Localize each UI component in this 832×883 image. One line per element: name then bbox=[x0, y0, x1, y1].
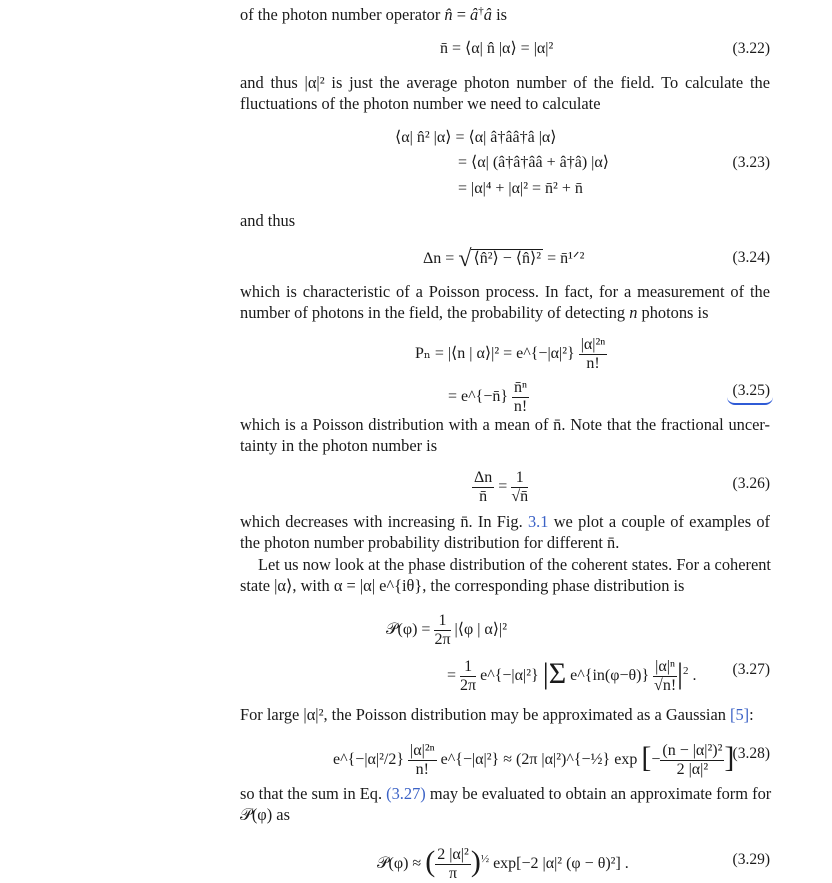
eq-number-3-27: (3.27) bbox=[732, 661, 770, 678]
eq-inner: e^{in(φ−θ)} bbox=[570, 667, 650, 685]
equation-3-28: e^{−|α|²/2} $\frac{\text{|α|²ⁿ}}{n!}$ e^{−|α|²} ≈ (2π |α|²)^{−½} exp [− $\frac{\text{(n − |α|²)²}}{\text{2 |α|²}}$ ] bbox=[333, 741, 735, 778]
fraction: $\frac{\text{2 |α|²}}{\pi}$ bbox=[437, 846, 469, 882]
eq-lhs: Pₙ = |⟨n | α⟩|² = e^{−|α|²} bbox=[415, 345, 575, 363]
text-line-1: of the photon number operator n̂ = â†â is bbox=[240, 5, 507, 24]
eq-mid: e^{−|α|²} ≈ (2π |α|²)^{−½} exp bbox=[440, 751, 638, 769]
equation-3-23-line-1: ⟨α| n̂² |α⟩ = ⟨α| â†ââ†â |α⟩ bbox=[395, 129, 557, 146]
equation-3-25-line-2 bbox=[448, 379, 529, 416]
eq-number-3-26: (3.26) bbox=[732, 475, 770, 492]
figure-link[interactable]: 3.1 bbox=[527, 512, 549, 531]
eq-number-3-22: (3.22) bbox=[732, 40, 770, 57]
equation-3-26: $\frac{\Delta n}{n̄}$ = $\frac{1}{√n̄}$ bbox=[474, 469, 529, 505]
text-span: : bbox=[749, 705, 754, 724]
eq-number-3-28: (3.28) bbox=[732, 745, 770, 762]
equation-3-23-line-3: = |α|⁴ + |α|² = n̄² + n̄ bbox=[458, 180, 583, 197]
eq-radicand: ⟨n̂²⟩ − ⟨n̂⟩² bbox=[473, 250, 542, 267]
equation-3-25-line-1 bbox=[415, 336, 607, 373]
eq-rhs: = n̄¹ᐟ² bbox=[547, 250, 585, 267]
fraction-rhs: $\frac{1}{√n̄}$ bbox=[511, 469, 529, 505]
fraction-lhs: $\frac{\Delta n}{n̄}$ bbox=[474, 469, 493, 505]
equation-3-23-line-2: = ⟨α| (â†â†ââ + â†â) |α⟩ bbox=[458, 154, 609, 171]
fraction: $\frac{1}{2\pi}$ bbox=[434, 612, 451, 648]
text-span: number of photons in the field, the probability of detecting bbox=[240, 303, 626, 322]
text-span: For large |α|², the Poisson distribution may be approximated as a Gaussian bbox=[240, 705, 726, 724]
equation-3-29: 𝒫(φ) ≈ ( $\frac{\text{2 |α|²}}{\pi}$ )$^{\frac{1}{2}}$ exp[−2 |α|² (φ − θ)²] . bbox=[377, 845, 629, 882]
text-span: photons is bbox=[641, 303, 709, 322]
eq-number-3-25: (3.25) bbox=[732, 382, 770, 399]
equation-3-27-line-1 bbox=[386, 612, 507, 649]
text-line-11: Let us now look at the phase distribution of the coherent states. For a coherent bbox=[258, 555, 771, 574]
sum-symbol: Σ bbox=[548, 657, 567, 691]
fraction: $\frac{\text{n̄ⁿ}}{n!}$ bbox=[513, 379, 528, 415]
variable-n: n bbox=[629, 303, 638, 322]
text-line-7: which is a Poisson distribution with a mean of n̄. Note that the fractional uncer- bbox=[240, 415, 770, 434]
text-span: we plot a couple of examples of bbox=[553, 512, 770, 531]
equation-link[interactable]: (3.27) bbox=[386, 784, 426, 803]
equation-3-24: Δn = √ ⟨n̂²⟩ − ⟨n̂⟩² = n̄¹ᐟ² bbox=[423, 246, 585, 272]
fraction: $\frac{1}{2\pi}$ bbox=[460, 658, 477, 694]
fraction: $\frac{\text{(n − |α|²)²}}{\text{2 |α|²}}$ bbox=[662, 742, 723, 778]
text-line-4: and thus bbox=[240, 211, 296, 230]
text-line-2: and thus |α|² is just the average photon number of the field. To calculate the bbox=[240, 73, 770, 92]
text-line-5: which is characteristic of a Poisson process. In fact, for a measurement of the bbox=[240, 282, 770, 301]
eq-number-3-29: (3.29) bbox=[732, 851, 770, 868]
equation-3-27-line-2: = $\frac{1}{2\pi}$ e^{−|α|²} |Σ e^{in(φ−θ)} $\frac{\text{|α|ⁿ}}{√n!}$ $|^2$ . bbox=[447, 657, 697, 694]
text-span: which decreases with increasing n̄. In Fig. bbox=[240, 512, 523, 531]
equation-3-22: n̄ = ⟨α| n̂ |α⟩ = |α|² bbox=[440, 40, 554, 57]
eq-lhs: = e^{−n̄} bbox=[448, 388, 509, 406]
eq-lhs: Δn = bbox=[423, 250, 455, 267]
text-line-12: state |α⟩, with α = |α| e^{iθ}, the corresponding phase distribution is bbox=[240, 576, 685, 595]
text-span: is bbox=[496, 5, 507, 24]
fraction: $\frac{\text{|α|²ⁿ}}{n!}$ bbox=[410, 742, 435, 778]
fraction: $\frac{\text{|α|ⁿ}}{√n!}$ bbox=[654, 658, 677, 694]
text-line-6 bbox=[240, 303, 770, 323]
eq-lhs: 𝒫(φ) ≈ bbox=[377, 855, 422, 873]
eq-rhs: |⟨φ | α⟩|² bbox=[454, 621, 508, 639]
text-line-9 bbox=[240, 512, 770, 532]
text-line-13 bbox=[240, 705, 770, 725]
text-span: so that the sum in Eq. bbox=[240, 784, 383, 803]
eq-exp: e^{−|α|²} bbox=[480, 667, 539, 685]
text-span: of the photon number operator bbox=[240, 5, 441, 24]
text-line-8: tainty in the photon number is bbox=[240, 436, 438, 455]
eq-lhs: e^{−|α|²/2} bbox=[333, 751, 405, 769]
hand-underline-mark bbox=[727, 397, 773, 405]
eq-number-3-23: (3.23) bbox=[732, 154, 770, 171]
text-line-14 bbox=[240, 784, 770, 804]
eq-lhs: 𝒫(φ) = bbox=[386, 621, 431, 639]
text-line-3: fluctuations of the photon number we need to calculate bbox=[240, 94, 601, 113]
text-span: may be evaluated to obtain an approximate form for bbox=[429, 784, 772, 803]
text-line-10: the photon number probability distribution for different n̄. bbox=[240, 533, 620, 552]
eq-rhs: exp[−2 |α|² (φ − θ)²] . bbox=[493, 855, 629, 873]
text-line-15: 𝒫(φ) as bbox=[240, 805, 290, 824]
citation-link[interactable]: [5] bbox=[730, 705, 750, 724]
operator-n-hat: n̂ bbox=[444, 5, 453, 24]
eq-number-3-24: (3.24) bbox=[732, 249, 770, 266]
fraction: $\frac{\text{|α|²ⁿ}}{n!}$ bbox=[580, 336, 606, 372]
